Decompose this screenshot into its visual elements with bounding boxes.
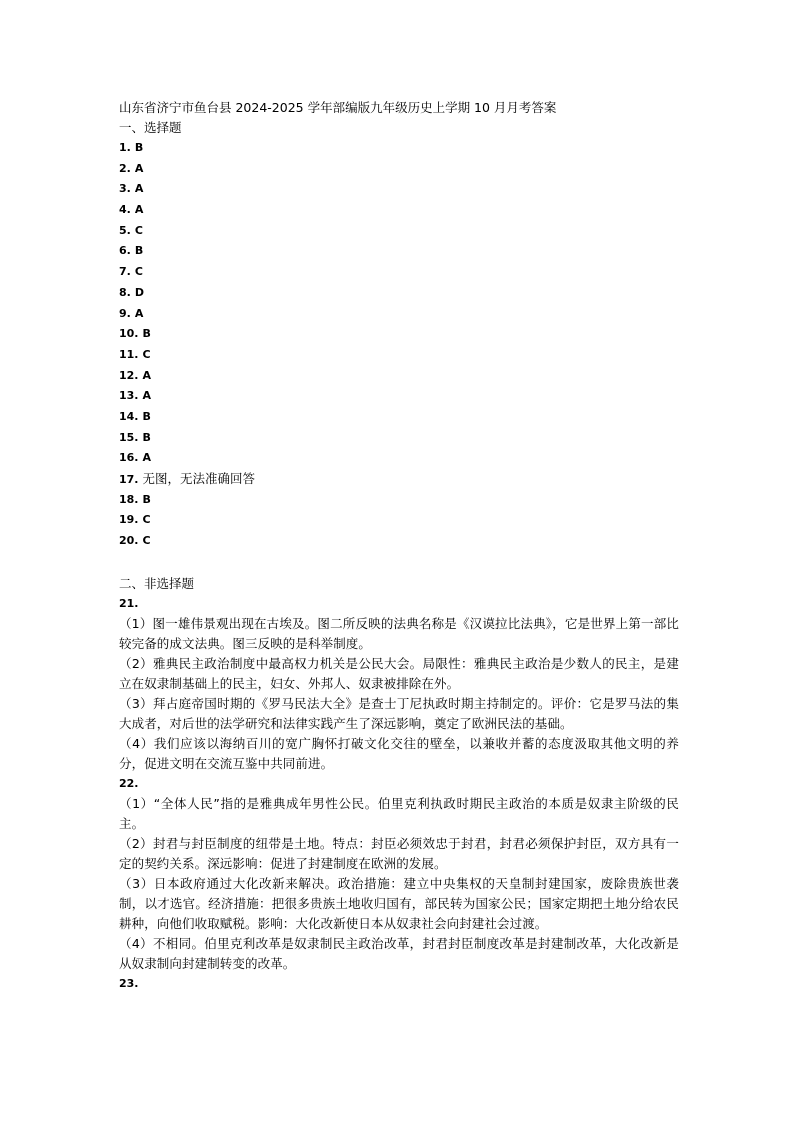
answer-item: 3. A [119, 182, 144, 196]
answer-paragraph: （3）拜占庭帝国时期的《罗马民法大全》是查士丁尼执政时期主持制定的。评价：它是罗马法的集大成者，对后世的法学研究和法律实践产生了深远影响，奠定了欧洲民法的基础。 [119, 695, 679, 731]
answer-item: 2. A [119, 161, 144, 175]
answer-paragraph: （1）“全体人民”指的是雅典成年男性公民。伯里克利执政时期民主政治的本质是奴隶主阶级的民主。 [119, 795, 679, 831]
answer-paragraph: （4）不相同。伯里克利改革是奴隶制民主政治改革，封君封臣制度改革是封建制改革，大化改新是从奴隶制向封建制转变的改革。 [119, 935, 679, 971]
answer-item: 10. B [119, 327, 151, 341]
multiple-choice-answer-list [119, 138, 679, 552]
answer-item: 16. A [119, 451, 152, 465]
answer-item: 4. A [119, 203, 144, 217]
answer-item: 17. 无图，无法准确回答 [119, 471, 256, 486]
answer-item: 9. A [119, 306, 144, 320]
answer-item: 13. A [119, 389, 152, 403]
document-title: 山东省济宁市鱼台县 2024-2025 学年部编版九年级历史上学期 10 月月考答案 [119, 100, 557, 115]
answer-item: 6. B [119, 244, 144, 258]
answer-item: 12. A [119, 368, 152, 382]
answer-item: 7. C [119, 265, 143, 279]
question-number-23: 23. [119, 976, 139, 990]
answer-item: 20. C [119, 534, 151, 548]
question-number-22: 22. [119, 776, 139, 790]
section-multiple-choice-heading: 一、选择题 [119, 120, 182, 135]
answer-document [119, 98, 679, 994]
question-number-21: 21. [119, 596, 139, 610]
answer-item: 18. B [119, 492, 151, 506]
answer-item: 14. B [119, 409, 151, 423]
answer-paragraph: （2）封君与封臣制度的纽带是土地。特点：封臣必须效忠于封君，封君必须保护封臣，双方具有一定的契约关系。深远影响：促进了封建制度在欧洲的发展。 [119, 835, 679, 871]
answer-item: 1. B [119, 141, 144, 154]
answer-paragraph: （3）日本政府通过大化改新来解决。政治措施：建立中央集权的天皇制封建国家，废除贵族世袭制，以才选官。经济措施：把很多贵族土地收归国有，部民转为国家公民；国家定期把土地分给农民耕种，向他们收取赋税。影响：大化改新使日本从奴隶社会向封建社会过渡。 [119, 875, 679, 931]
answer-paragraph: （4）我们应该以海纳百川的宽广胸怀打破文化交往的壁垒，以兼收并蓄的态度汲取其他文明的养分，促进文明在交流互鉴中共同前进。 [119, 735, 679, 771]
answer-item: 8. D [119, 285, 144, 299]
answer-paragraph: （2）雅典民主政治制度中最高权力机关是公民大会。局限性：雅典民主政治是少数人的民主，是建立在奴隶制基础上的民主，妇女、外邦人、奴隶被排除在外。 [119, 655, 679, 691]
answer-paragraph: （1）图一雄伟景观出现在古埃及。图二所反映的法典名称是《汉谟拉比法典》，它是世界上第一部比较完备的成文法典。图三反映的是科举制度。 [119, 615, 679, 651]
answer-item: 5. C [119, 223, 143, 237]
answer-item: 19. C [119, 513, 151, 527]
section-gap [119, 552, 679, 574]
answer-item: 15. B [119, 430, 151, 444]
answer-item: 11. C [119, 347, 151, 361]
section-non-choice-heading: 二、非选择题 [119, 575, 195, 591]
